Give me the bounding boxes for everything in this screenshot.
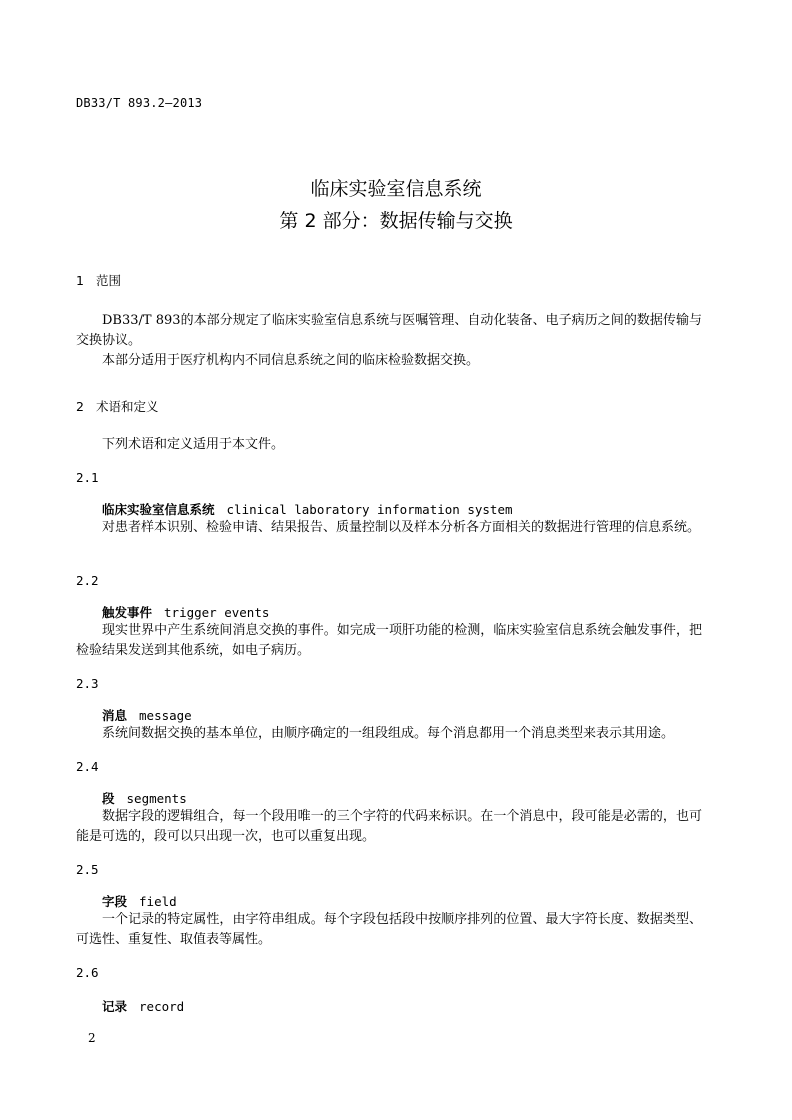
term-heading: [102, 997, 184, 1015]
term-heading: [102, 603, 269, 621]
clause-number: 2.6: [76, 965, 99, 980]
scope-paragraph-1: DB33/T 893的本部分规定了临床实验室信息系统与医嘱管理、自动化装备、电子病历之间的数据传输与交换协议。: [76, 313, 702, 348]
section-title: 范围: [96, 273, 122, 288]
section-title: 术语和定义: [96, 399, 159, 414]
term-english: message: [139, 708, 192, 723]
term-definition: 对患者样本识别、检验申请、结果报告、质量控制以及样本分析各方面相关的数据进行管理的信息系统。: [102, 520, 701, 535]
term-english: field: [139, 894, 177, 909]
term-chinese: 消息: [102, 708, 128, 723]
term-english: record: [139, 999, 185, 1014]
term-chinese: 段: [102, 791, 115, 806]
term-chinese: 记录: [102, 999, 128, 1014]
document-code: DB33/T 893.2—2013: [76, 96, 203, 110]
page-number: 2: [88, 1031, 96, 1045]
document-title-line1: 临床实验室信息系统: [310, 178, 482, 200]
clause-number: 2.3: [76, 676, 99, 691]
term-heading: [102, 500, 513, 518]
term-heading: [102, 892, 177, 910]
clause-number: 2.5: [76, 862, 99, 877]
term-chinese: 字段: [102, 894, 128, 909]
term-definition: 数据字段的逻辑组合，每一个段用唯一的三个字符的代码来标识。在一个消息中，段可能是必需的，也可能是可选的，段可以只出现一次，也可以重复出现。: [76, 809, 702, 844]
term-english: clinical laboratory information system: [226, 502, 513, 517]
term-english: trigger events: [164, 605, 270, 620]
term-chinese: 触发事件: [102, 605, 153, 620]
document-title-line2: 第 2 部分：数据传输与交换: [279, 210, 513, 232]
section-number: 1: [76, 273, 84, 288]
section-heading-scope: [76, 271, 121, 289]
term-heading: [102, 789, 187, 807]
section-number: 2: [76, 399, 84, 414]
term-english: segments: [126, 791, 187, 806]
clause-number: 2.1: [76, 470, 99, 485]
clause-number: 2.4: [76, 759, 99, 774]
term-chinese: 临床实验室信息系统: [102, 502, 215, 517]
clause-number: 2.2: [76, 573, 99, 588]
terms-intro: 下列术语和定义适用于本文件。: [102, 437, 285, 452]
scope-paragraph-2: 本部分适用于医疗机构内不同信息系统之间的临床检验数据交换。: [102, 353, 480, 368]
term-definition: 一个记录的特定属性，由字符串组成。每个字段包括段中按顺序排列的位置、最大字符长度、数据类型、可选性、重复性、取值表等属性。: [76, 912, 702, 947]
term-definition: 系统间数据交换的基本单位，由顺序确定的一组段组成。每个消息都用一个消息类型来表示其用途。: [102, 726, 675, 741]
term-definition: 现实世界中产生系统间消息交换的事件。如完成一项肝功能的检测，临床实验室信息系统会触发事件，把检验结果发送到其他系统，如电子病历。: [76, 623, 702, 658]
term-heading: [102, 706, 192, 724]
section-heading-terms: [76, 397, 159, 415]
